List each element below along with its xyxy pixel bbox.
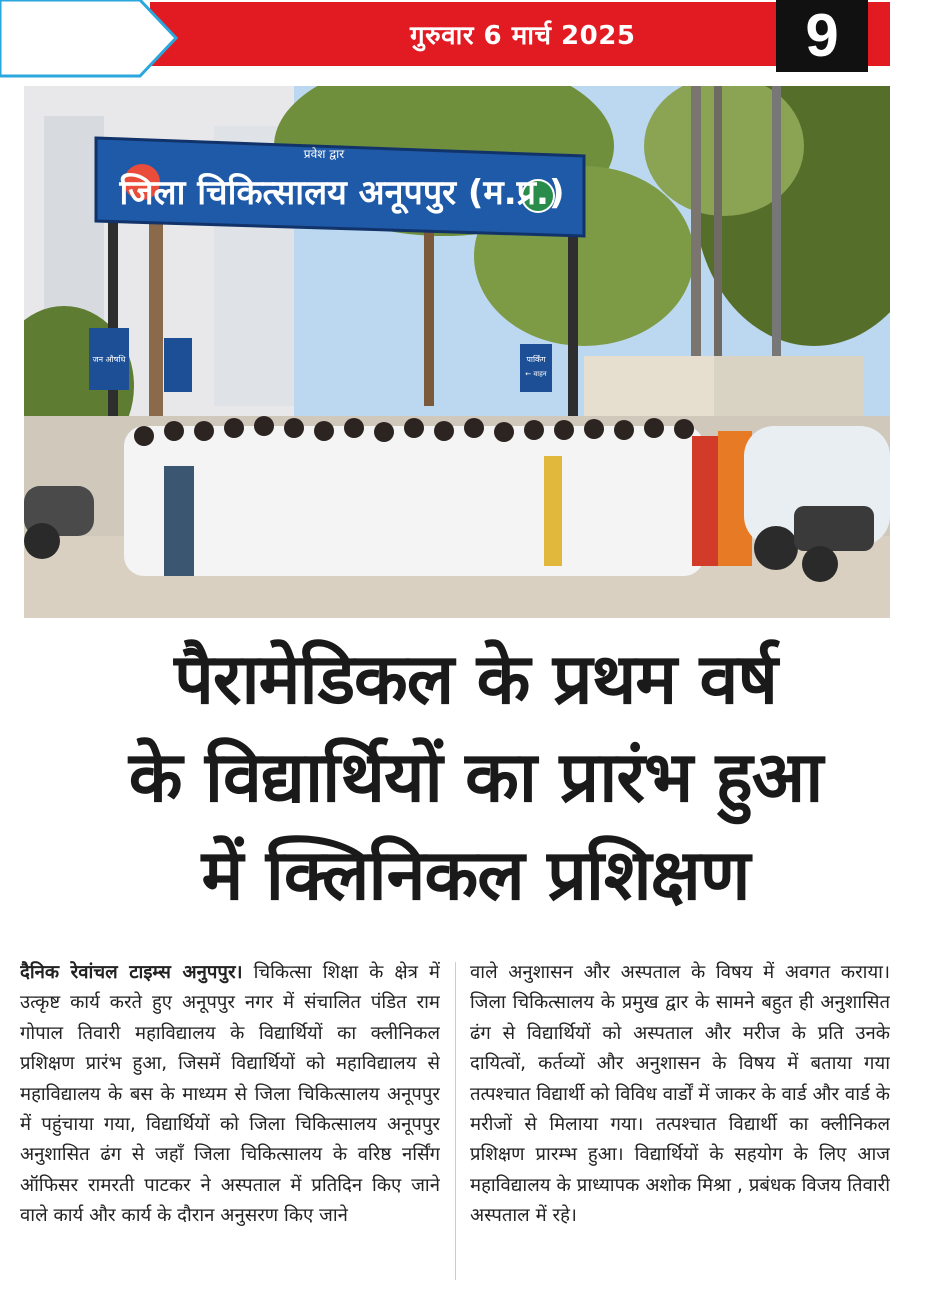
page-header	[0, 0, 951, 78]
sign-parking: पार्किंग	[526, 355, 546, 364]
article-text-right: वाले अनुशासन और अस्पताल के विषय में अवगत कराया। जिला चिकित्सालय के प्रमुख द्वार के सामने बहुत ही अनुशासित ढंग से विद्यार्थियों को अस्पताल और मरीज के प्रति उनके दायित्वों, कर्तव्यों और अनुशासन के विषय में बताया गया तत्पश्चात विद्यार्थी को विविध वार्डों में जाकर के वार्ड और वार्ड के मरीजों से मिलाया गया। तत्पश्चात विद्यार्थी का क्लीनिकल प्रशिक्षण प्रारम्भ हुआ। विद्यार्थियों के सहयोग के लिए आज महाविद्यालय के प्राध्यापक अशोक मिश्रा , प्रबंधक विजय तिवारी अस्पताल में रहे।	[470, 962, 890, 1227]
article-column-left	[20, 958, 440, 1283]
article-column-right	[470, 958, 890, 1283]
gate-small-text: प्रवेश द्वार	[303, 147, 345, 161]
hospital-gate-photo	[24, 86, 890, 618]
headline-line-2: के विद्यार्थियों का प्रारंभ हुआ	[128, 736, 823, 818]
article-dateline: दैनिक रेवांचल टाइम्स अनुपपुर।	[20, 962, 243, 983]
headline	[0, 630, 951, 924]
column-divider	[455, 962, 456, 1280]
article-text-left: चिकित्सा शिक्षा के क्षेत्र में उत्कृष्ट कार्य करते हुए अनूपपुर नगर में संचालित पंडित राम गोपाल तिवारी महाविद्यालय के विद्यार्थियों का क्लीनिकल प्रशिक्षण प्रारंभ हुआ, जिसमें विद्यार्थियों को महाविद्यालय से महाविद्यालय के बस के माध्यम से जिला चिकित्सालय अनूपपुर में पहुंचाया गया, विद्यार्थियों को जिला चिकित्सालय अनूपपुर अनुशासित ढंग से जहाँ जिला चिकित्सालय के वरिष्ठ नर्सिंग ऑफिसर रामरती पाटकर ने अस्पताल में प्रतिदिन किए जाने वाले कार्य और कार्य के दौरान अनुसरण किए जाने	[20, 962, 440, 1227]
news-photo	[24, 86, 890, 618]
headline-line-1: पैरामेडिकल के प्रथम वर्ष	[174, 638, 777, 720]
header-date: गुरुवार 6 मार्च 2025	[410, 21, 636, 51]
header-chevron-shape	[0, 0, 190, 78]
page-number: 9	[776, 0, 868, 72]
sign-left: जन औषधि	[92, 355, 126, 364]
sign-direction: ← वाहन	[525, 370, 547, 378]
gate-title: जिला चिकित्सालय अनूपपुर (म.प्र.)	[119, 173, 565, 213]
headline-line-3: में क्लिनिकल प्रशिक्षण	[201, 834, 750, 916]
student-group	[124, 416, 752, 576]
